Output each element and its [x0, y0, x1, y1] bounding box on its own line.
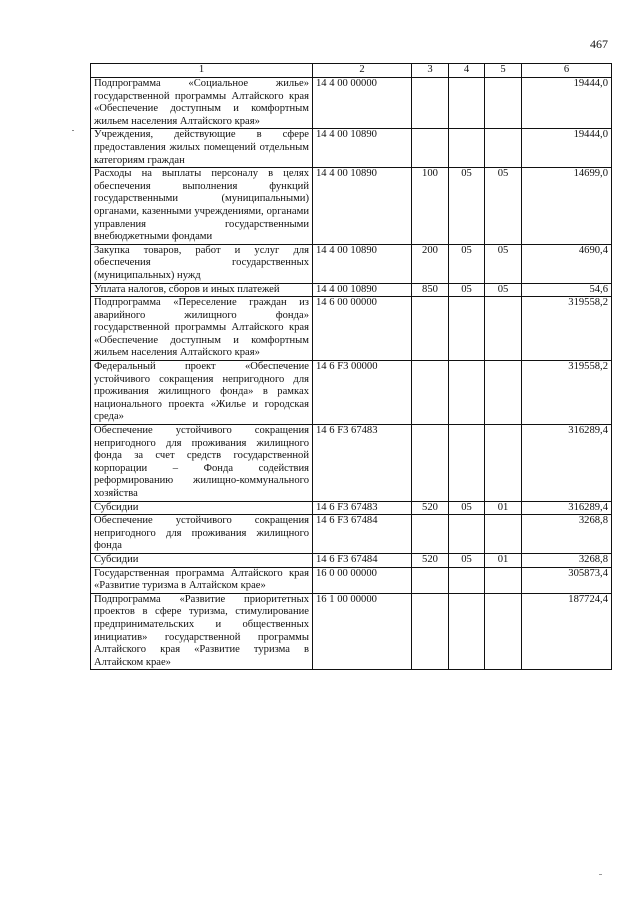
row-sum: 187724,4: [522, 593, 612, 670]
header-row: [91, 64, 612, 78]
header-col-3: 3: [412, 64, 449, 78]
row-sum: 319558,2: [522, 297, 612, 361]
row-name: Обеспечение устойчивого сокращения непригодного для проживания жилищного фонда: [91, 515, 313, 554]
row-rz: 05: [449, 244, 485, 283]
table-row: [91, 129, 612, 168]
row-pr: 05: [485, 244, 522, 283]
row-rz: [449, 297, 485, 361]
row-code: 14 6 F3 00000: [313, 361, 412, 425]
row-code: 14 6 F3 67484: [313, 515, 412, 554]
row-name: Обеспечение устойчивого сокращения непригодного для проживания жилищного фонда за счет средств государственной корпорации – Фонда содействия реформированию жилищно-коммунального хозяйства: [91, 425, 313, 502]
row-code: 14 6 F3 67484: [313, 553, 412, 567]
row-vr: [412, 593, 449, 670]
row-name: Подпрограмма «Развитие приоритетных проектов в сфере туризма, стимулирование предпринимательских и общественных инициатив» государственной программы Алтайского края «Развитие туризма в Алтайском крае»: [91, 593, 313, 670]
table-row: [91, 361, 612, 425]
row-rz: [449, 129, 485, 168]
row-pr: 01: [485, 553, 522, 567]
header-col-6: 6: [522, 64, 612, 78]
row-pr: [485, 425, 522, 502]
row-rz: 05: [449, 168, 485, 245]
table-row: [91, 553, 612, 567]
corner-mark: [599, 874, 602, 875]
row-rz: 05: [449, 501, 485, 515]
row-sum: 19444,0: [522, 78, 612, 129]
header-col-1: 1: [91, 64, 313, 78]
row-sum: 4690,4: [522, 244, 612, 283]
row-sum: 54,6: [522, 283, 612, 297]
row-code: 14 6 F3 67483: [313, 425, 412, 502]
row-code: 16 1 00 00000: [313, 593, 412, 670]
row-name: Государственная программа Алтайского края «Развитие туризма в Алтайском крае»: [91, 567, 313, 593]
row-pr: [485, 515, 522, 554]
row-pr: 05: [485, 283, 522, 297]
row-pr: [485, 78, 522, 129]
row-code: 14 4 00 10890: [313, 129, 412, 168]
table-row: [91, 244, 612, 283]
row-sum: 3268,8: [522, 515, 612, 554]
row-rz: 05: [449, 553, 485, 567]
row-vr: 520: [412, 553, 449, 567]
budget-table: [90, 63, 612, 670]
row-rz: [449, 515, 485, 554]
table-row: [91, 283, 612, 297]
row-rz: [449, 361, 485, 425]
table-row: [91, 567, 612, 593]
row-rz: [449, 425, 485, 502]
row-sum: 19444,0: [522, 129, 612, 168]
row-sum: 14699,0: [522, 168, 612, 245]
row-pr: [485, 129, 522, 168]
row-vr: 200: [412, 244, 449, 283]
row-name: Субсидии: [91, 501, 313, 515]
page-number: 467: [590, 37, 608, 51]
row-name: Учреждения, действующие в сфере предоставления жилых помещений отдельным категориям граждан: [91, 129, 313, 168]
table-row: [91, 593, 612, 670]
row-code: 14 4 00 10890: [313, 283, 412, 297]
row-name: Расходы на выплаты персоналу в целях обеспечения выполнения функций государственными (муниципальными) органами, казенными учреждениями, органами управления государственными внебюджетными фондами: [91, 168, 313, 245]
row-code: 14 4 00 00000: [313, 78, 412, 129]
row-vr: [412, 515, 449, 554]
row-vr: [412, 78, 449, 129]
row-code: 14 4 00 10890: [313, 168, 412, 245]
table-row: [91, 297, 612, 361]
row-vr: [412, 361, 449, 425]
margin-mark: [72, 130, 74, 131]
header-col-2: 2: [313, 64, 412, 78]
row-vr: [412, 297, 449, 361]
row-pr: [485, 297, 522, 361]
row-name: Федеральный проект «Обеспечение устойчивого сокращения непригодного для проживания жилищного фонда» в рамках национального проекта «Жилье и городская среда»: [91, 361, 313, 425]
row-rz: [449, 567, 485, 593]
row-vr: 850: [412, 283, 449, 297]
header-col-4: 4: [449, 64, 485, 78]
table-row: [91, 78, 612, 129]
table-row: [91, 501, 612, 515]
row-vr: [412, 425, 449, 502]
row-rz: [449, 593, 485, 670]
row-rz: [449, 78, 485, 129]
header-col-5: 5: [485, 64, 522, 78]
row-pr: [485, 593, 522, 670]
row-vr: [412, 129, 449, 168]
row-pr: [485, 361, 522, 425]
row-code: 14 6 00 00000: [313, 297, 412, 361]
row-rz: 05: [449, 283, 485, 297]
table-row: [91, 168, 612, 245]
row-sum: 319558,2: [522, 361, 612, 425]
row-code: 14 4 00 10890: [313, 244, 412, 283]
row-sum: 305873,4: [522, 567, 612, 593]
row-pr: 01: [485, 501, 522, 515]
row-code: 14 6 F3 67483: [313, 501, 412, 515]
row-name: Закупка товаров, работ и услуг для обеспечения государственных (муниципальных) нужд: [91, 244, 313, 283]
table-row: [91, 515, 612, 554]
table-row: [91, 425, 612, 502]
row-code: 16 0 00 00000: [313, 567, 412, 593]
row-sum: 316289,4: [522, 425, 612, 502]
row-vr: 520: [412, 501, 449, 515]
row-pr: 05: [485, 168, 522, 245]
row-vr: [412, 567, 449, 593]
row-name: Подпрограмма «Переселение граждан из аварийного жилищного фонда» государственной программы Алтайского края «Обеспечение доступным и комфортным жильем населения Алтайского края»: [91, 297, 313, 361]
row-sum: 3268,8: [522, 553, 612, 567]
row-name: Подпрограмма «Социальное жилье» государственной программы Алтайского края «Обеспечение доступным и комфортным жильем населения Алтайского края»: [91, 78, 313, 129]
row-pr: [485, 567, 522, 593]
row-name: Субсидии: [91, 553, 313, 567]
row-sum: 316289,4: [522, 501, 612, 515]
row-name: Уплата налогов, сборов и иных платежей: [91, 283, 313, 297]
row-vr: 100: [412, 168, 449, 245]
